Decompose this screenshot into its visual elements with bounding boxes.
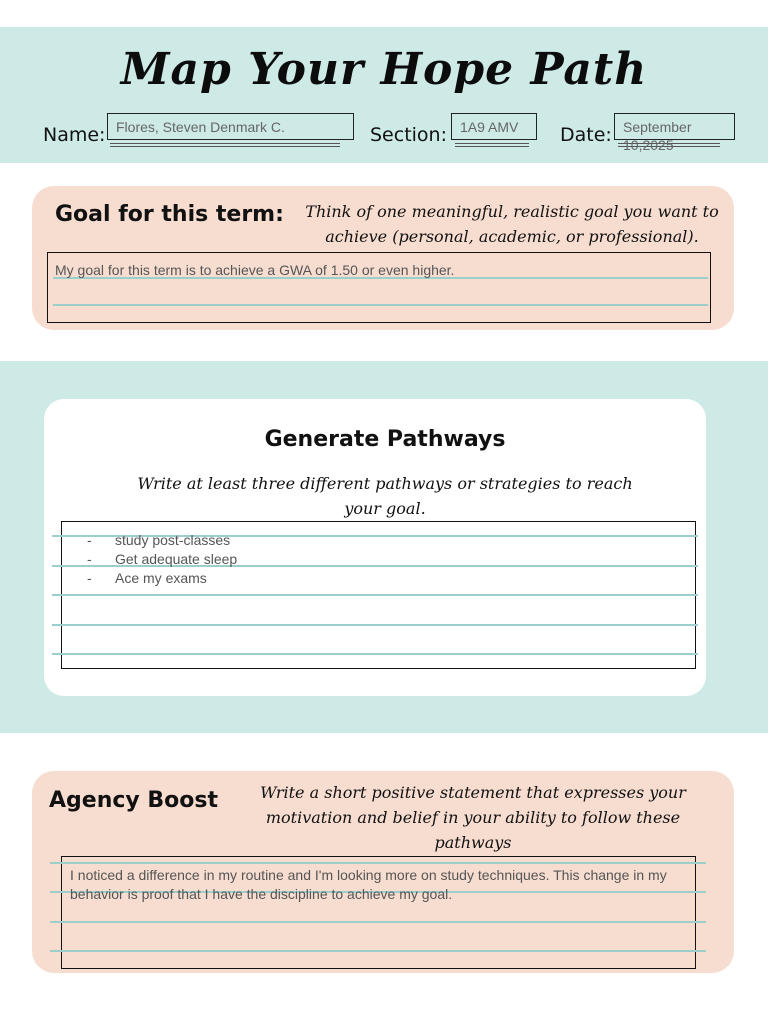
section-label: Section: bbox=[370, 124, 447, 146]
date-label: Date: bbox=[560, 124, 612, 146]
name-label: Name: bbox=[43, 124, 106, 146]
goal-heading: Goal for this term: bbox=[55, 202, 284, 227]
agency-heading: Agency Boost bbox=[49, 788, 219, 813]
pathways-instruction: Write at least three different pathways or strategies to reach your goal. bbox=[137, 474, 633, 518]
pathway-item bbox=[87, 569, 207, 588]
pathways-heading: Generate Pathways bbox=[264, 427, 506, 452]
pathways-ruled-line-3 bbox=[52, 594, 698, 596]
section-underline-2 bbox=[455, 143, 529, 144]
pathways-ruled-line-4 bbox=[52, 624, 698, 626]
pathway-item bbox=[87, 531, 230, 550]
agency-answer-text: I noticed a difference in my routine and I'm looking more on study techniques. This change in my behavior is proof that I have the discipline to achieve my goal. bbox=[70, 867, 667, 902]
pathway-dash: - bbox=[87, 570, 92, 586]
pathway-item-text: Ace my exams bbox=[115, 570, 207, 586]
goal-ruled-line-2 bbox=[53, 304, 708, 306]
pathway-dash: - bbox=[87, 551, 92, 567]
name-underline-2 bbox=[110, 143, 340, 144]
section-field[interactable]: 1A9 AMV bbox=[451, 113, 537, 140]
agency-ruled-line-4 bbox=[50, 950, 706, 952]
pathway-item-text: Get adequate sleep bbox=[115, 551, 238, 567]
goal-answer-text: My goal for this term is to achieve a GWA of 1.50 or even higher. bbox=[55, 262, 455, 278]
agency-ruled-line-3 bbox=[50, 921, 706, 923]
page-title: Map Your Hope Path bbox=[120, 44, 648, 95]
name-field[interactable]: Flores, Steven Denmark C. bbox=[107, 113, 354, 140]
pathways-ruled-line-5 bbox=[52, 653, 698, 655]
pathway-item bbox=[87, 550, 237, 569]
section-underline bbox=[455, 146, 529, 147]
date-field[interactable]: September 10,2025 bbox=[614, 113, 735, 140]
pathway-dash: - bbox=[87, 532, 92, 548]
name-underline bbox=[110, 146, 340, 147]
agency-instruction: Write a short positive statement that expresses your motivation and belief in your ability to follow these pathways bbox=[260, 783, 686, 852]
goal-instruction: Think of one meaningful, realistic goal you want to achieve (personal, academic, or professional). bbox=[305, 202, 719, 246]
agency-ruled-line-1 bbox=[50, 862, 706, 864]
pathway-item-text: study post-classes bbox=[115, 532, 231, 548]
